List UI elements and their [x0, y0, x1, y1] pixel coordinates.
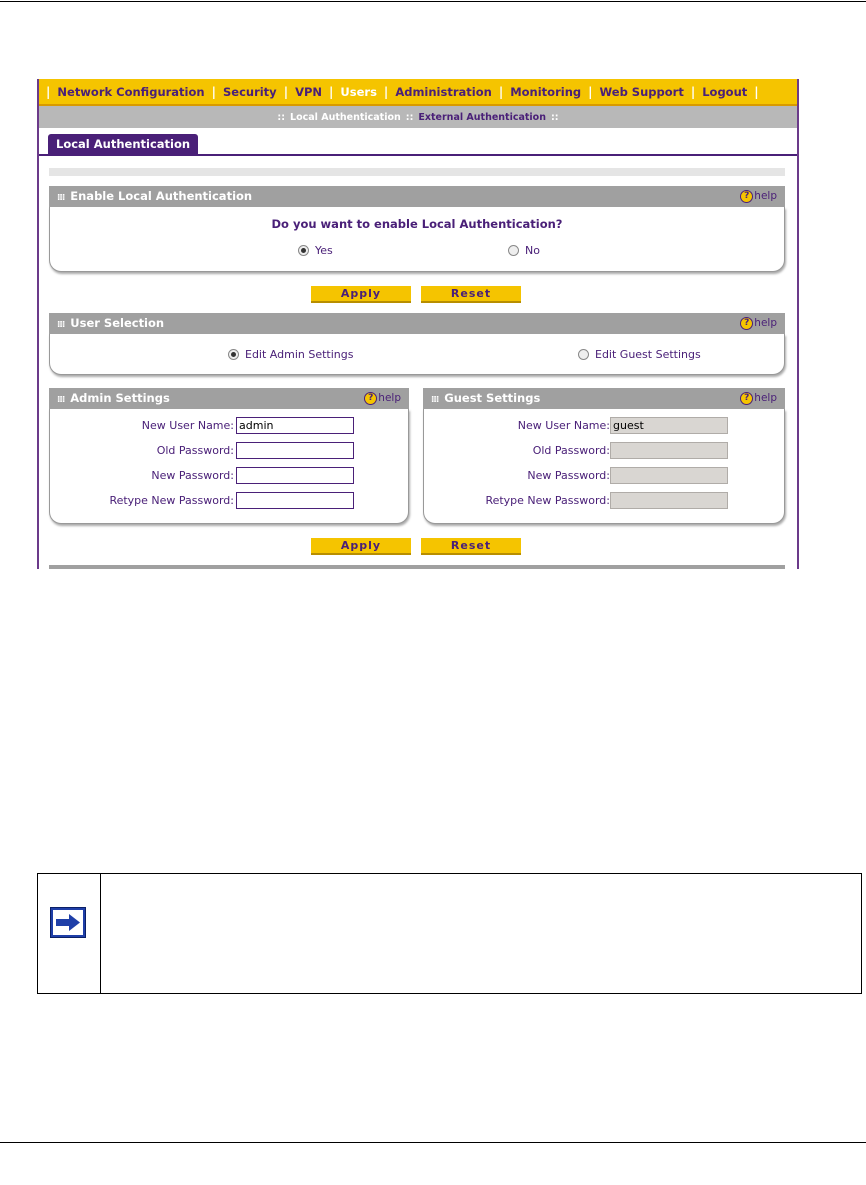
nav-users[interactable]: Users	[340, 84, 377, 99]
admin-settings-panel	[49, 409, 409, 524]
subnav-external-authentication[interactable]: External Authentication	[418, 111, 546, 123]
divider-stripe	[49, 168, 785, 176]
subnav-separator: ::	[405, 111, 414, 123]
question-icon: ?	[740, 317, 753, 330]
note-divider	[100, 874, 101, 993]
right-arrow-icon	[50, 907, 86, 938]
enable-local-auth-header	[49, 186, 785, 207]
note-box	[37, 873, 862, 994]
help-link[interactable]	[740, 388, 777, 409]
guest-new-password-row	[424, 467, 784, 485]
help-label: help	[754, 317, 777, 329]
nav-separator: |	[498, 84, 504, 99]
nav-logout[interactable]: Logout	[702, 84, 748, 99]
no-label: No	[525, 244, 540, 257]
nav-network-configuration[interactable]: Network Configuration	[57, 84, 205, 99]
grip-icon: ⁞⁞⁞	[431, 395, 439, 405]
nav-web-support[interactable]: Web Support	[599, 84, 684, 99]
edit-admin-label: Edit Admin Settings	[245, 348, 354, 361]
reset-button[interactable]: Reset	[421, 286, 521, 303]
subnav-separator: ::	[550, 111, 559, 123]
nav-separator: |	[383, 84, 389, 99]
guest-retype-password-input[interactable]	[610, 492, 728, 509]
user-selection-panel	[49, 334, 785, 375]
sub-navigation	[39, 106, 797, 128]
router-config-screenshot	[37, 79, 799, 569]
admin-settings-header	[49, 388, 409, 409]
yes-radio[interactable]	[298, 245, 309, 256]
admin-retype-password-input[interactable]	[236, 492, 354, 509]
help-link[interactable]	[364, 388, 401, 409]
subnav-separator: ::	[277, 111, 286, 123]
yes-label: Yes	[315, 244, 333, 257]
nav-separator: |	[211, 84, 216, 99]
grip-icon: ⁞⁞⁞	[57, 320, 65, 330]
admin-old-password-input[interactable]	[236, 442, 354, 459]
nav-monitoring[interactable]: Monitoring	[510, 84, 582, 99]
enable-question: Do you want to enable Local Authentication?	[271, 217, 563, 231]
nav-separator: |	[754, 84, 759, 99]
admin-username-row	[50, 417, 408, 435]
guest-username-input[interactable]: guest	[610, 417, 728, 434]
admin-retype-password-label: Retype New Password:	[109, 494, 234, 507]
top-navigation	[39, 79, 797, 106]
help-label: help	[754, 190, 777, 202]
section-title: Guest Settings	[444, 391, 541, 405]
help-label: help	[378, 392, 401, 404]
edit-guest-radio[interactable]	[578, 349, 589, 360]
help-label: help	[754, 392, 777, 404]
nav-separator: |	[46, 84, 51, 99]
admin-new-password-label: New Password:	[151, 469, 234, 482]
no-radio[interactable]	[508, 245, 519, 256]
guest-old-password-row	[424, 442, 784, 460]
admin-new-password-row	[50, 467, 408, 485]
section-title: Admin Settings	[70, 391, 170, 405]
guest-retype-password-label: Retype New Password:	[485, 494, 610, 507]
reset-button-bottom[interactable]: Reset	[421, 538, 521, 555]
nav-separator: |	[283, 84, 289, 99]
subnav-local-authentication[interactable]: Local Authentication	[290, 111, 401, 123]
bottom-rule	[0, 1142, 866, 1143]
yes-option[interactable]	[298, 240, 333, 259]
nav-vpn[interactable]: VPN	[295, 84, 323, 99]
guest-new-password-label: New Password:	[527, 469, 610, 482]
tab-bar	[39, 130, 797, 156]
grip-icon: ⁞⁞⁞	[57, 193, 65, 203]
guest-username-row	[424, 417, 784, 435]
nav-separator: |	[690, 84, 696, 99]
question-icon: ?	[364, 392, 377, 405]
admin-new-password-input[interactable]	[236, 467, 354, 484]
guest-retype-password-row	[424, 492, 784, 510]
guest-username-label: New User Name:	[517, 419, 610, 432]
nav-administration[interactable]: Administration	[395, 84, 492, 99]
nav-separator: |	[329, 84, 334, 99]
apply-button-bottom[interactable]: Apply	[311, 538, 411, 555]
edit-guest-option[interactable]	[578, 344, 701, 363]
guest-settings-panel	[423, 409, 785, 524]
bottom-bar	[49, 565, 785, 569]
guest-old-password-label: Old Password:	[532, 444, 610, 457]
admin-retype-password-row	[50, 492, 408, 510]
no-option[interactable]	[508, 240, 540, 259]
top-rule	[0, 1, 866, 2]
guest-settings-header	[423, 388, 785, 409]
tab-local-authentication[interactable]: Local Authentication	[48, 134, 198, 154]
guest-new-password-input[interactable]	[610, 467, 728, 484]
edit-guest-label: Edit Guest Settings	[595, 348, 701, 361]
section-title: Enable Local Authentication	[70, 189, 253, 203]
help-link[interactable]	[740, 186, 777, 207]
question-icon: ?	[740, 392, 753, 405]
admin-username-input[interactable]: admin	[236, 417, 354, 434]
help-link[interactable]	[740, 313, 777, 334]
user-selection-header	[49, 313, 785, 334]
edit-admin-option[interactable]	[228, 344, 353, 363]
apply-button[interactable]: Apply	[311, 286, 411, 303]
question-icon: ?	[740, 190, 753, 203]
admin-old-password-label: Old Password:	[156, 444, 234, 457]
guest-old-password-input[interactable]	[610, 442, 728, 459]
nav-security[interactable]: Security	[222, 84, 277, 99]
admin-old-password-row	[50, 442, 408, 460]
enable-local-auth-panel	[49, 207, 785, 272]
nav-separator: |	[588, 84, 593, 99]
admin-username-label: New User Name:	[141, 419, 234, 432]
section-title: User Selection	[70, 316, 165, 330]
edit-admin-radio[interactable]	[228, 349, 239, 360]
grip-icon: ⁞⁞⁞	[57, 395, 65, 405]
